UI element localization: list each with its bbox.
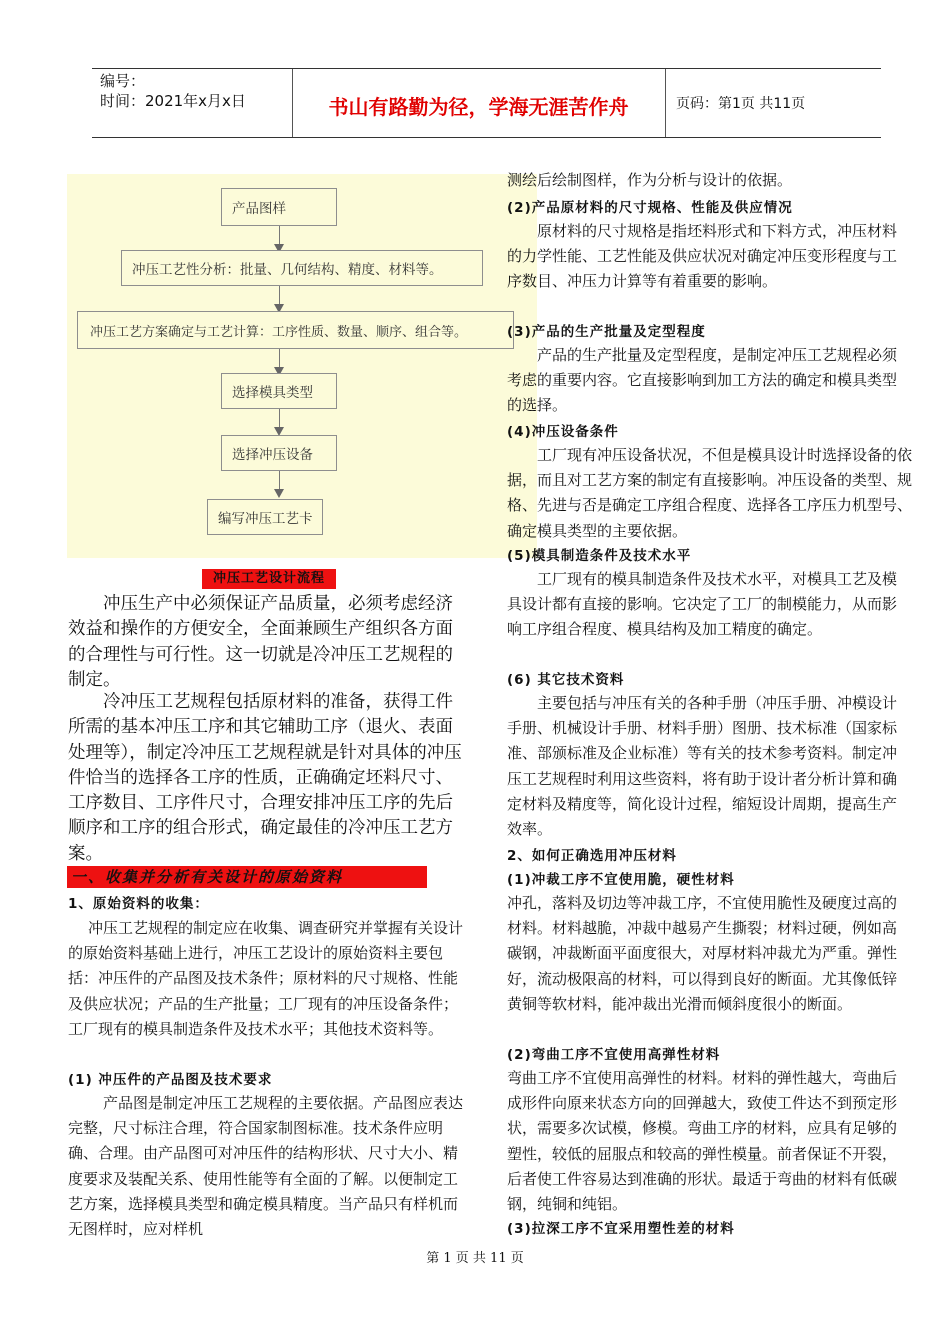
paragraph-die-manufacturing: 工厂现有的模具制造条件及技术水平，对模具工艺及模具设计都有直接的影响。它决定了工厂的制模能力，从而影响工序组合程度、模具结构及加工精度的确定。 xyxy=(507,570,898,639)
heading-die-manufacturing: (5)模具制造条件及技术水平 xyxy=(507,548,692,564)
process-flowchart xyxy=(67,174,537,558)
header-divider xyxy=(665,69,666,137)
paragraph-press-equipment: 工厂现有冲压设备状况，不但是模具设计时选择设备的依据，而且对工艺方案的制定有直接影响。冲压设备的类型、规格、先进与否是确定工序组合程度、选择各工序压力机型号、确定模具类型的主要依据。 xyxy=(507,446,913,540)
paragraph-batch-size: 产品的生产批量及定型程度，是制定冲压工艺规程必须考虑的重要内容。它直接影响到加工方法的确定和模具类型的选择。 xyxy=(507,346,898,415)
flow-step-process-plan: 冲压工艺方案确定与工艺计算：工序性质、数量、顺序、组合等。 xyxy=(77,311,514,349)
heading-material-selection: 2、如何正确选用冲压材料 xyxy=(507,848,677,864)
flow-step-process-card: 编写冲压工艺卡 xyxy=(207,499,323,535)
flow-arrow-icon xyxy=(274,489,284,498)
flow-step-process-analysis: 冲压工艺性分析：批量、几何结构、精度、材料等。 xyxy=(121,250,483,286)
header-motto: 书山有路勤为径，学海无涯苦作舟 xyxy=(328,95,629,119)
heading-product-drawing: (1) 冲压件的产品图及技术要求 xyxy=(68,1072,273,1088)
paragraph-blanking: 冲孔，落料及切边等冲裁工序，不宜使用脆性及硬度过高的材料。材料越脆，冲裁中越易产生撕裂；材料过硬，例如高碳钢，冲裁断面平面度很大，对厚材料冲裁尤为严重。弹性好，流动极限高的材料，可以得到良好的断面。尤其像低锌黄铜等软材料，能冲裁出光滑而倾斜度很小的断面。 xyxy=(507,894,898,1013)
header-meta xyxy=(100,71,246,111)
doc-code-label: 编号： xyxy=(100,72,146,90)
page-header xyxy=(92,68,881,138)
flow-step-press-equipment: 选择冲压设备 xyxy=(221,435,337,471)
heading-deep-drawing: (3)拉深工序不宜采用塑性差的材料 xyxy=(507,1221,735,1237)
header-page-info: 页码：第1页 共11页 xyxy=(676,96,806,112)
intro-paragraph-2: 冷冲压工艺规程包括原材料的准备，获得工件所需的基本冲压工序和其它辅助工序（退火、表面处理等），制定冷冲压工艺规程就是针对具体的冲压件恰当的选择各工序的性质，正确确定坯料尺寸、工序数目、工序件尺寸，合理安排冲压工序的先后顺序和工序的组合形式，确定最佳的冷冲压工艺方案。 xyxy=(68,692,462,864)
heading-raw-material: (2)产品原材料的尺寸规格、性能及供应情况 xyxy=(507,200,793,216)
paragraph-sample-mapping: 测绘后绘制图样，作为分析与设计的依据。 xyxy=(507,171,793,189)
page-footer: 第 1 页 共 11 页 xyxy=(426,1251,524,1266)
paragraph-raw-data: 冲压工艺规程的制定应在收集、调查研究并掌握有关设计的原始资料基础上进行，冲压工艺设计的原始资料主要包括：冲压件的产品图及技术条件；原材料的尺寸规格、性能及供应状况；产品的生产批量；工厂现有的冲压设备条件；工厂现有的模具制造条件及技术水平；其他技术资料等。 xyxy=(68,919,464,1038)
heading-raw-data: 1、原始资料的收集： xyxy=(68,896,209,912)
flow-step-die-type: 选择模具类型 xyxy=(221,373,337,409)
intro-paragraph-1: 冲压生产中必须保证产品质量，必须考虑经济效益和操作的方便安全，全面兼顾生产组织各方面的合理性与可行性。这一切就是冷冲压工艺规程的制定。 xyxy=(68,594,453,690)
flow-step-product-drawing: 产品图样 xyxy=(221,188,337,226)
heading-bending: (2)弯曲工序不宜使用高弹性材料 xyxy=(507,1047,721,1063)
doc-time: 时间：2021年x月x日 xyxy=(100,92,246,110)
paragraph-product-drawing: 产品图是制定冲压工艺规程的主要依据。产品图应表达完整，尺寸标注合理，符合国家制图标准。技术条件应明确、合理。由产品图可对冲压件的结构形状、尺寸大小、精度要求及装配关系、使用性能等有全面的了解。以便制定工艺方案，选择模具类型和确定模具精度。当产品只有样机而无图样时，应对样机 xyxy=(68,1094,464,1239)
heading-other-data: (6) 其它技术资料 xyxy=(507,672,625,688)
heading-batch-size: (3)产品的生产批量及定型程度 xyxy=(507,324,706,340)
heading-press-equipment: (4)冲压设备条件 xyxy=(507,424,619,440)
paragraph-raw-material: 原材料的尺寸规格是指坯料形式和下料方式，冲压材料的力学性能、工艺性能及供应状况对确定冲压变形程度与工序数目、冲压力计算等有着重要的影响。 xyxy=(507,222,898,291)
section-title: 一、收集并分析有关设计的原始资料 xyxy=(67,866,427,888)
paragraph-bending: 弯曲工序不宜使用高弹性的材料。材料的弹性越大，弯曲后成形件向原来状态方向的回弹越大，致使工件达不到预定形状，需要多次试模，修模。弯曲工序的材料，应具有足够的塑性，较低的屈服点和较高的弹性模量。前者保证不开裂，后者使工件容易达到准确的形状。最适于弯曲的材料有低碳钢，纯铜和纯铝。 xyxy=(507,1069,898,1214)
heading-blanking: (1)冲裁工序不宜使用脆，硬性材料 xyxy=(507,872,735,888)
paragraph-other-data: 主要包括与冲压有关的各种手册（冲压手册、冲模设计手册、机械设计手册、材料手册）图册、技术标准（国家标准、部颁标准及企业标准）等有关的技术参考资料。制定冲压工艺规程时利用这些资料，将有助于设计者分析计算和确定材料及精度等，简化设计过程，缩短设计周期，提高生产效率。 xyxy=(507,694,898,839)
flowchart-caption: 冲压工艺设计流程 xyxy=(202,569,336,589)
